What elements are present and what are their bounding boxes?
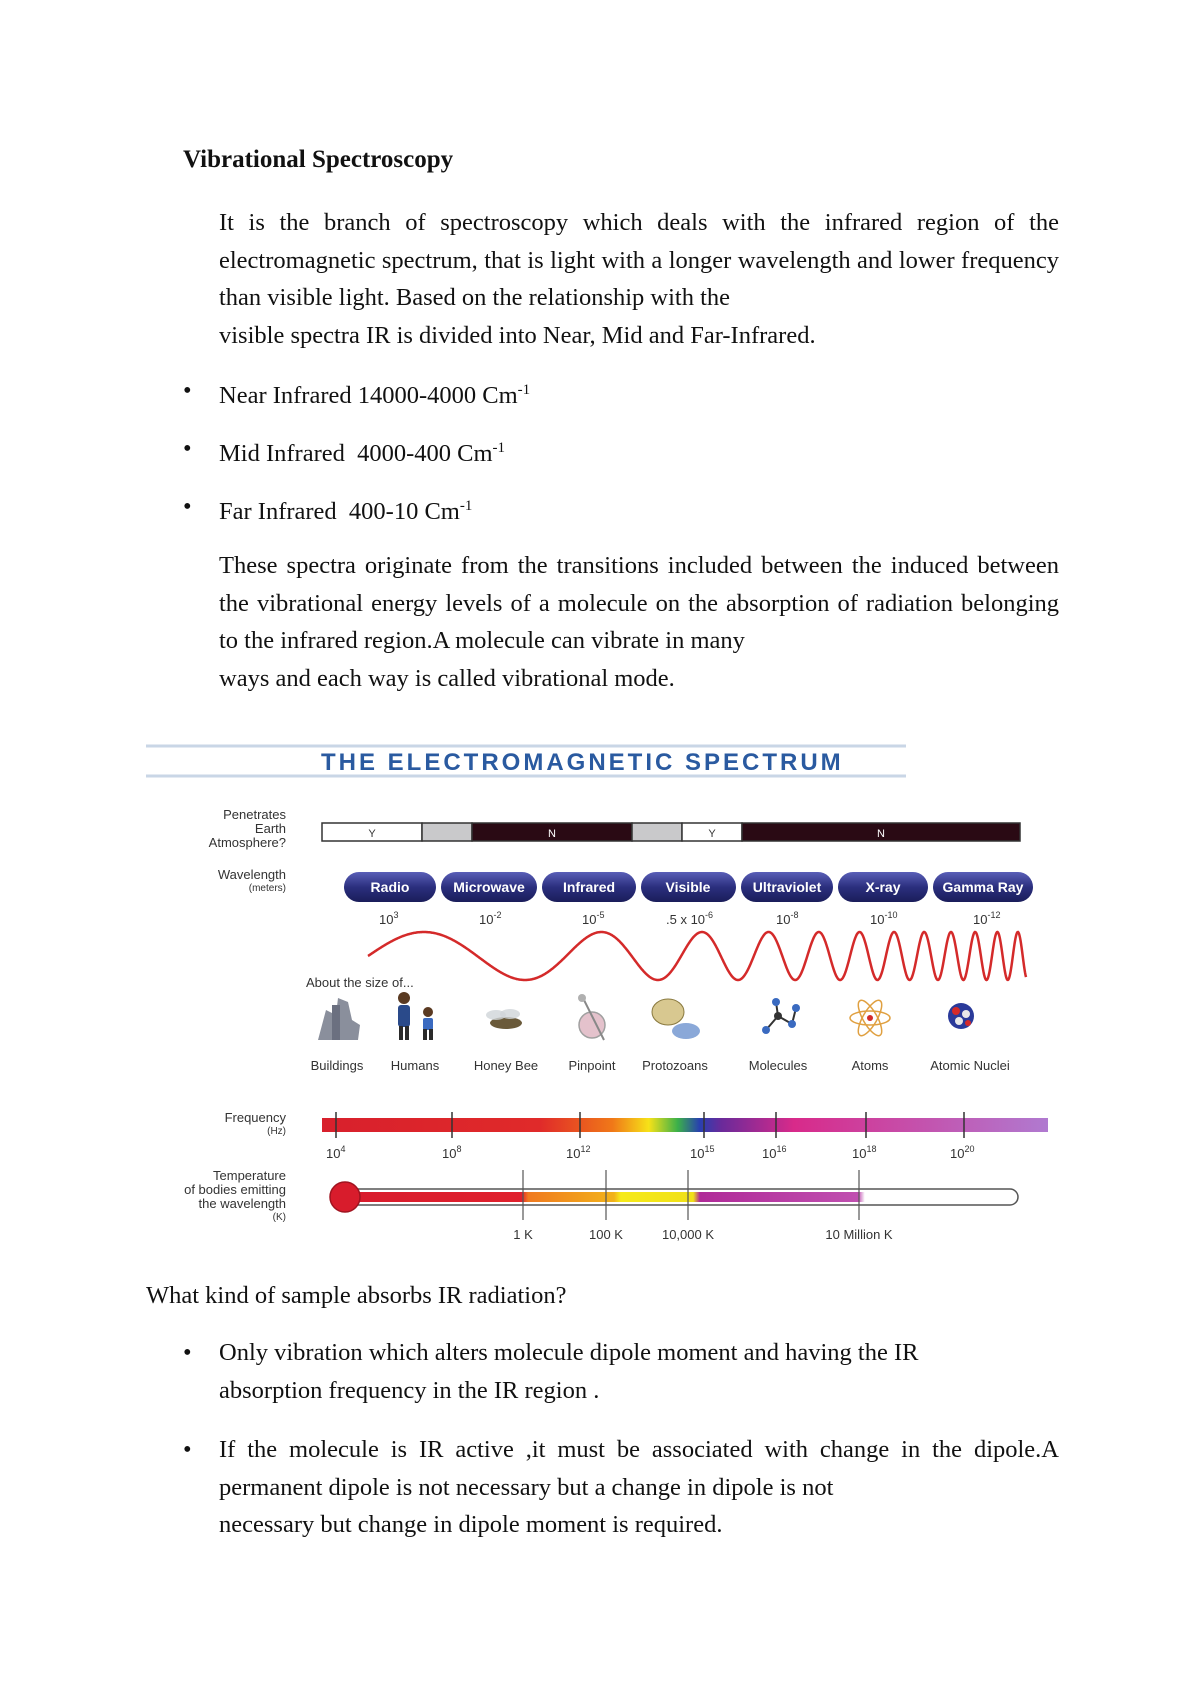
atmosphere-bar [322,823,1020,841]
intro-line: visible spectra IR is divided into Near, Mid and Far-Infrared. [219,321,816,349]
frequency-label-line: (Hz) [267,1126,286,1137]
wavelength-label-line: Wavelength [217,867,286,882]
size-caption: About the size of... [306,975,414,990]
bullet-icon: • [183,1339,192,1366]
penetrates-label-line: Earth [254,821,286,836]
band-pills [344,872,1033,902]
frequency-value: $10^{12}$ [566,1144,591,1161]
range-exponent: -1 [492,440,506,456]
temperature-value: 1 K [513,1227,533,1242]
answer-line: absorption frequency in the IR region . [219,1376,600,1404]
size-label: Humans [390,1058,440,1073]
humans-icon [398,992,433,1040]
band-label: Visible [665,879,711,895]
temperature-values [513,1227,893,1242]
band-label: Microwave [453,879,525,895]
origin-paragraph [219,547,1059,697]
temperature-value: 100 K [589,1227,623,1242]
wavelength-value: $10^{-8}$ [776,910,799,927]
size-label: Honey Bee [473,1058,539,1073]
temperature-value: 10,000 K [661,1227,715,1242]
frequency-value: $10^8$ [442,1144,462,1161]
frequency-label-line: Frequency [224,1110,286,1125]
figure-heading: THE ELECTROMAGNETIC SPECTRUM [321,749,844,776]
penetrates-label-line: Penetrates [223,807,286,822]
intro-line: It is the branch of spectroscopy which deals with the infrared region of [219,209,1015,236]
frequency-bar [322,1118,1048,1132]
atmosphere-answer: N [877,828,885,840]
bullet-icon: • [183,493,192,520]
atmosphere-segment [632,823,682,841]
temperature-label-line: (K) [272,1212,286,1223]
size-label: Pinpoint [568,1058,616,1073]
range-label: Mid Infrared 4000-400 Cm [219,440,493,468]
thermometer-fill [350,1192,1010,1202]
answer-text [219,1431,1059,1544]
frequency-value: $10^{15}$ [690,1144,715,1161]
temperature-label-line: the wavelength [198,1196,286,1211]
answer-text [219,1334,1059,1409]
intro-line: lower frequency than visible light. Based on the relationship with the [219,246,1059,311]
size-label: Atomic Nuclei [930,1058,1010,1073]
range-exponent: -1 [517,382,531,398]
frequency-value: $10^{16}$ [762,1144,787,1161]
wavelength-value: $10^3$ [379,910,399,927]
origin-line: between the vibrational energy levels of a molecule on the absorption of [219,552,1059,617]
question-heading: What kind of sample absorbs IR radiation? [146,1282,567,1309]
range-label: Near Infrared 14000-4000 Cm [219,382,518,410]
pinpoint-icon [578,994,605,1040]
origin-line: ways and each way is called vibrational mode. [219,664,675,692]
spectrum-wave [368,932,1026,980]
honey-bee-icon [486,1009,522,1029]
atmosphere-answer: N [548,828,556,840]
penetrates-label [209,807,287,850]
atmosphere-answer: Y [708,828,716,840]
size-labels [311,1058,1010,1073]
atmosphere-segment [422,823,472,841]
atoms-icon [850,997,890,1039]
band-label: Ultraviolet [752,879,822,895]
frequency-values [326,1144,974,1161]
frequency-label [225,1110,287,1137]
size-label: Buildings [310,1058,364,1073]
frequency-value: $10^{20}$ [950,1144,975,1161]
size-label: Protozoans [642,1058,708,1073]
answer-line: If the molecule is IR active ,it must be associated with change in the [219,1436,963,1463]
range-exponent: -1 [459,498,473,514]
intro-line: the electromagnetic spectrum, that is light with a longer wavelength and [219,209,1059,274]
intro-paragraph [219,204,1059,354]
bullet-icon: • [183,1436,192,1463]
temperature-label [184,1168,286,1223]
bullet-icon: • [183,435,192,462]
atmosphere-answer: Y [368,828,376,840]
answer-line: dipole.A permanent dipole is not necessary but a change in dipole is not [219,1436,1059,1501]
frequency-value: $10^{18}$ [852,1144,877,1161]
atomic-nuclei-icon [948,1003,974,1029]
band-label: X-ray [865,879,901,895]
answer-line: Only vibration which alters molecule dipole moment and having the IR [219,1339,919,1366]
temperature-label-line: Temperature [213,1168,286,1183]
frequency-value: $10^4$ [326,1144,346,1161]
protozoans-icon [652,999,700,1039]
thermometer-bulb [330,1182,360,1212]
wavelength-value: $10^{-5}$ [582,910,605,927]
wavelength-value: .5 x $10^{-6}$ [666,910,714,927]
wavelength-values [379,910,1000,927]
em-spectrum-figure [146,740,1074,1260]
bullet-icon: • [183,377,192,404]
band-label: Radio [370,879,410,895]
band-label: Infrared [562,879,616,895]
wavelength-value: $10^{-2}$ [479,910,502,927]
penetrates-label-line: Atmosphere? [208,835,286,850]
wavelength-value: $10^{-10}$ [870,910,898,927]
wavelength-label-line: (meters) [248,883,286,894]
temperature-value: 10 Million K [825,1227,893,1242]
band-label: Gamma Ray [942,879,1024,895]
range-label: Far Infrared 400-10 Cm [219,498,460,526]
page-title: Vibrational Spectroscopy [183,146,454,173]
wavelength-value: $10^{-12}$ [973,910,1001,927]
thermometer [330,1182,1018,1212]
origin-line: radiation belonging to the infrared region.A molecule can vibrate in many [219,589,1059,654]
temperature-label-line: of bodies emitting [184,1182,286,1197]
size-label: Molecules [748,1058,808,1073]
buildings-icon [318,998,360,1040]
size-label: Atoms [851,1058,889,1073]
wavelength-label [218,867,286,894]
origin-line: These spectra originate from the transitions included between the induced [219,552,969,579]
answer-line: necessary but change in dipole moment is required. [219,1511,723,1538]
molecules-icon [762,998,800,1034]
